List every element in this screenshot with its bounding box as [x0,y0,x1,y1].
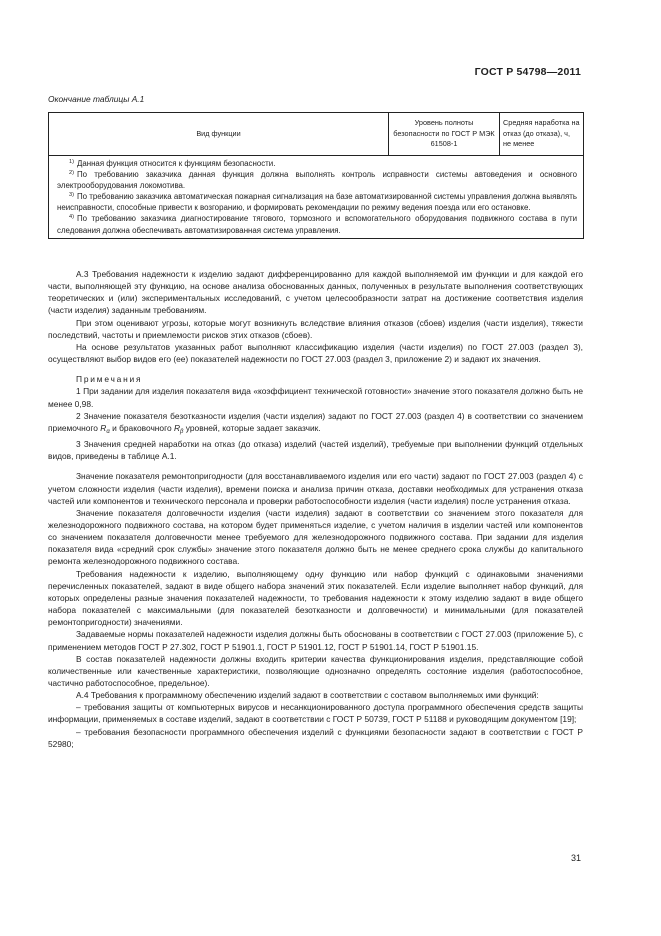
paragraph: В состав показателей надежности должны входить критерии качества функционирования изделия, представляющие собой количественные или качественные характеристики, позволяющие однозначно определять состояние изделия (работоспособное, частично работоспособное, предельное). [48,653,583,688]
functions-table [48,112,584,239]
table-footnotes [49,156,584,239]
footnote-number: 1) [69,159,74,165]
standard-designation: ГОСТ Р 54798—2011 [474,66,581,78]
footnote [57,158,577,169]
paragraph-maintainability: Значение показателя ремонтопригодности (для восстанавливаемого изделия или его части) задают по ГОСТ 27.003 (раздел 4) с учетом сложности изделия (части изделия), времени поиска и анализа причин отказа, доставки необходимых для устранения отказа частей или компонентов и технического персонала и проверки работоспособности изделия (части изделия) после устранения отказа. [48,471,583,506]
paragraph-a4: А.4 Требования к программному обеспечению изделий задают в соответствии с составом выполняемых ими функций: [76,690,539,701]
paragraph: Задаваемые нормы показателей надежности изделия должны быть обоснованы в соответствии с ГОСТ 27.003 (приложение 5), с применением методов ГОСТ Р 27.302, ГОСТ Р 51901.1, ГОСТ Р 51901.12, ГОСТ Р 51901.14, ГОСТ Р 51901.15. [48,629,583,652]
body-text [48,268,583,750]
footnote-text: По требованию заказчика диагностирование тягового, тормозного и вспомогательного оборудования подвижного состава в пути следования должна обеспечивать автоматизированная система управления. [57,214,577,235]
column-header-function-type: Вид функции [49,113,389,156]
table-notes-row [49,156,584,239]
notes-heading: Примечания [76,374,143,385]
note-1: 1 При задании для изделия показателя вида «коэффициент технической готовности» значение этого показателя должно быть не менее 0,98. [48,386,583,409]
column-header-safety-level: Уровень полноты безопасности по ГОСТ Р МЭК 61508-1 [389,113,500,156]
note-3: 3 Значения средней наработки на отказ (до отказа) изделий (частей изделий), требуемые при выполнении функций отдельных видов, приведены в таблице А.1. [48,439,583,462]
footnote [57,213,577,235]
list-item: – требования безопасности программного обеспечения изделий с функциями безопасности задают в соответствии с ГОСТ Р 52980; [48,726,583,749]
table-caption: Окончание таблицы А.1 [48,94,145,104]
paragraph-a3: А.3 Требования надежности к изделию задают дифференцированно для каждой выполняемой им функции и для каждой его части, выполняющей эту функцию, на основе анализа обоснованных данных, полученных в результате выполнения соответствующих теоретических и (или) экспериментальных исследований, с учетом целесообразности затрат на достижение соответствия изделия (части изделия) заданным требованиям. [48,269,583,316]
table-header-row [49,113,584,156]
footnote-text: По требованию заказчика данная функция должна выполнять контроль исправности системы автоведения и основного электрооборудования локомотива. [57,170,577,191]
paragraph: На основе результатов указанных работ выполняют классификацию изделия (части изделия) по ГОСТ 27.003 (раздел 3), осуществляют выбор видов его (ее) показателей надежности по ГОСТ 27.003 (раздел 3, приложение 2) и задают их значения. [48,341,583,365]
footnote-number: 3) [69,192,74,199]
footnote-number: 4) [69,214,74,221]
footnote-text: По требованию заказчика автоматическая пожарная сигнализация на базе автоматизированной системы управления должна выявлять неисправности, способные привести к возгоранию, и формировать рекомендации по режиму ведения поезда или его остановке. [57,192,577,213]
footnote [57,191,577,213]
note-2: 2 Значение показателя безотказности изделия (части изделия) задают по ГОСТ 27.003 (раздел 4) в соответствии со значением приемочного $R_\alpha$ и браковочного $R_\beta$ уровней, которые задает заказчик. [48,410,583,435]
paragraph-durability: Значение показателя долговечности изделия (части изделия) задают в соответствии со значением этого показателя для железнодорожного подвижного состава, на котором будет применяться изделие, с учетом наличия в изделии частей или компонентов со значением показателя долговечности менее требуемого для железнодорожного подвижного состава. При задании для изделия показателя вида «средний срок службы» значение этого показателя должно быть не менее среднего срока службы до капитального ремонта железнодорожного подвижного состава. [48,507,583,567]
footnote-text: Данная функция относится к функциям безопасности. [76,159,276,168]
page-number: 31 [570,853,581,863]
footnote [57,169,577,191]
paragraph: Требования надежности к изделию, выполняющему одну функцию или набор функций с одинаковыми значениями перечисленных показателей, задают в виде общего набора значений этих показателей. Если изделие выполняет набор функций, для которых определены разные значения показателей надежности, то требования надежности к этому изделию задают в виде общего набора показателей с максимальными (для показателей безотказности и долговечности) и минимальными (для показателей ремонтопригодности) значениями. [48,568,583,628]
column-header-mtbf: Средняя наработка на отказ (до отказа), ч, не менее [500,113,584,156]
list-item: – требования защиты от компьютерных вирусов и несанкционированного доступа программного обеспечения средств защиты информации, применяемых в составе изделий, задают в соответствии с ГОСТ Р 50739, ГОСТ Р 51188 и руководящим документом [19]; [48,702,583,725]
footnote-number: 2) [69,170,74,177]
paragraph: При этом оценивают угрозы, которые могут возникнуть вследствие влияния отказов (сбоев) изделия (части изделия), тяжести последствий, частоты и приемлемости рисков этих отказов (сбоев). [48,317,583,340]
